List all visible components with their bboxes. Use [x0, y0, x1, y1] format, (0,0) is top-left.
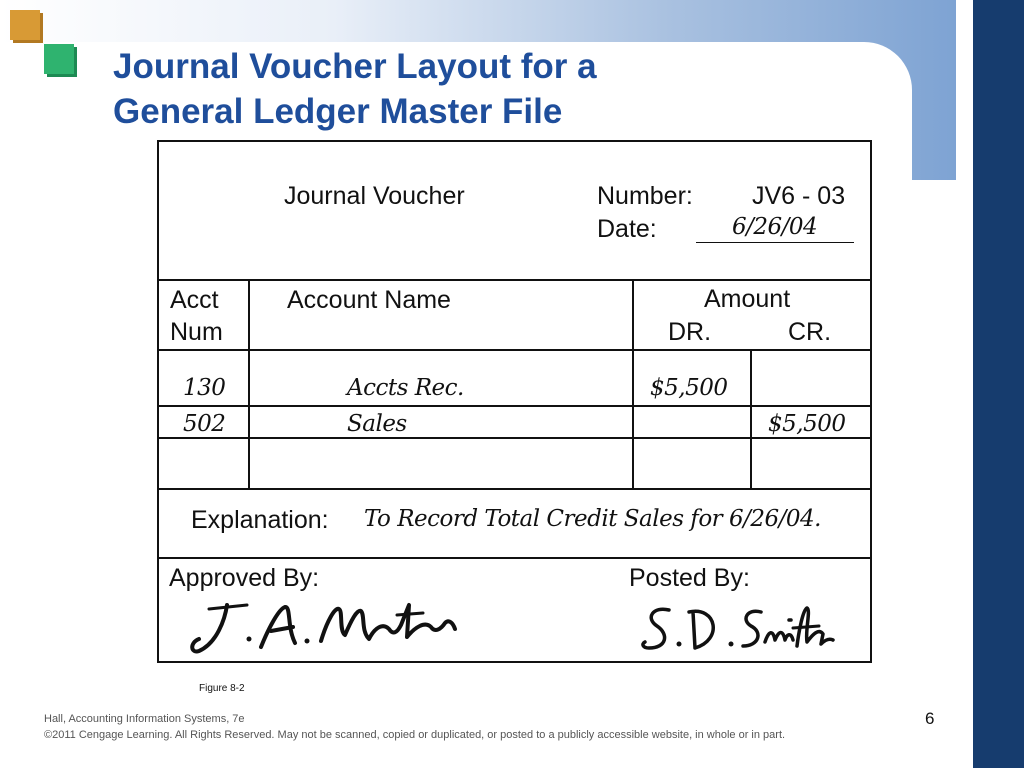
cr-header: CR. — [788, 318, 832, 346]
acct-column-divider — [248, 279, 250, 490]
explanation-divider — [159, 557, 870, 559]
page-number: 6 — [925, 709, 935, 728]
title-line-2: General Ledger Master File — [113, 92, 563, 131]
dr-header: DR. — [668, 318, 712, 346]
column-header-divider — [159, 349, 870, 351]
date-label: Date: — [597, 215, 657, 243]
footer-copyright: ©2011 Cengage Learning. All Rights Reserved. May not be scanned, copied or duplicated, or posted to a publicly accessible website, in whole or in part. — [44, 729, 786, 741]
header-divider — [159, 279, 870, 281]
form-title: Journal Voucher — [284, 182, 465, 210]
row-1-divider — [159, 405, 870, 407]
figure-caption: Figure 8-2 — [199, 683, 245, 694]
row-1-dr: $5,500 — [650, 375, 728, 401]
row-2-acct: 502 — [183, 411, 226, 437]
orange-square-decoration — [10, 10, 40, 40]
slide-title — [113, 44, 597, 134]
number-label: Number: — [597, 182, 693, 210]
date-value: 6/26/04 — [732, 214, 818, 240]
acct-header-line-2: Num — [170, 318, 223, 346]
number-value: JV6 - 03 — [752, 182, 846, 210]
table-bottom-divider — [159, 488, 870, 490]
journal-voucher-form — [157, 140, 872, 663]
row-2-name: Sales — [347, 411, 407, 437]
name-column-divider — [632, 279, 634, 490]
approved-signature — [187, 597, 467, 659]
acct-header-line-1: Acct — [170, 286, 219, 314]
row-1-name: Accts Rec. — [347, 375, 464, 401]
amount-header: Amount — [704, 285, 791, 313]
row-1-acct: 130 — [183, 375, 226, 401]
title-line-1: Journal Voucher Layout for a — [113, 47, 597, 86]
right-side-bar — [973, 0, 1024, 768]
explanation-label: Explanation: — [191, 506, 329, 534]
row-2-divider — [159, 437, 870, 439]
green-square-decoration — [44, 44, 74, 74]
row-2-cr: $5,500 — [768, 411, 846, 437]
explanation-value: To Record Total Credit Sales for 6/26/04. — [364, 506, 821, 532]
dr-cr-divider — [750, 349, 752, 490]
date-underline — [696, 242, 854, 243]
footer-citation: Hall, Accounting Information Systems, 7e — [44, 713, 245, 725]
posted-by-label: Posted By: — [629, 564, 750, 592]
approved-by-label: Approved By: — [169, 564, 320, 592]
posted-signature — [637, 600, 837, 658]
account-name-header: Account Name — [287, 286, 451, 314]
